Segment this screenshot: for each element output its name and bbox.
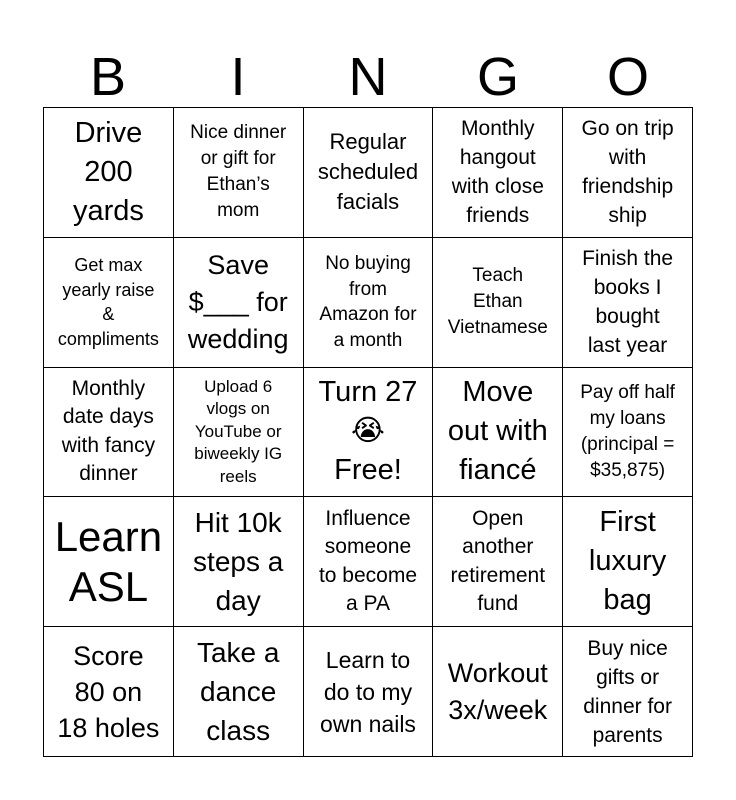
cell-text: Regular scheduled facials	[317, 129, 419, 215]
cell-text: Score 80 on 18 holes	[57, 640, 160, 743]
bingo-cell[interactable]	[44, 497, 174, 627]
bingo-cell[interactable]	[433, 368, 563, 498]
cell-text: Open another retirement fund	[450, 506, 546, 616]
cell-text: First luxury bag	[588, 506, 667, 617]
bingo-cell[interactable]	[433, 238, 563, 368]
bingo-cell[interactable]	[433, 497, 563, 627]
cell-text: Monthly hangout with close friends	[451, 117, 544, 228]
cell-text: No buying from Amazon for a month	[319, 253, 417, 351]
bingo-grid	[43, 107, 693, 757]
bingo-cell[interactable]	[433, 627, 563, 757]
bingo-cell[interactable]	[433, 108, 563, 238]
bingo-cell[interactable]	[44, 238, 174, 368]
bingo-cell[interactable]	[304, 108, 434, 238]
bingo-cell[interactable]	[174, 238, 304, 368]
cell-text: Turn 27 😭 Free!	[318, 376, 418, 487]
header-letter-o: O	[606, 47, 649, 107]
header-letter-b: B	[89, 47, 127, 107]
cell-text: Get max yearly raise & compliments	[57, 255, 159, 349]
cell-text: Learn ASL	[54, 512, 163, 610]
cell-text: Move out with fiancé	[447, 376, 548, 487]
cell-text: Go on trip with friendship ship	[581, 117, 674, 228]
cell-text: Monthly date days with fancy dinner	[61, 376, 156, 486]
cell-text: Influence someone to become a PA	[318, 506, 418, 616]
bingo-cell[interactable]	[44, 368, 174, 498]
bingo-cell[interactable]	[563, 238, 693, 368]
bingo-cell[interactable]	[304, 368, 434, 498]
cell-text: Buy nice gifts or dinner for parents	[583, 636, 672, 747]
cell-text: Save $___ for wedding	[187, 249, 289, 354]
bingo-header	[43, 48, 693, 106]
header-letter-n: N	[348, 47, 388, 107]
bingo-cell[interactable]	[563, 497, 693, 627]
bingo-cell[interactable]	[304, 238, 434, 368]
header-letter-i: I	[230, 47, 246, 107]
cell-text: Nice dinner or gift for Ethan’s mom	[190, 122, 287, 222]
cell-text: Take a dance class	[196, 637, 280, 747]
bingo-cell[interactable]	[174, 497, 304, 627]
cell-text: Workout 3x/week	[447, 657, 548, 725]
bingo-cell[interactable]	[44, 627, 174, 757]
bingo-cell[interactable]	[44, 108, 174, 238]
bingo-cell[interactable]	[563, 368, 693, 498]
bingo-cell[interactable]	[174, 108, 304, 238]
bingo-cell[interactable]	[304, 627, 434, 757]
cell-text: Upload 6 vlogs on YouTube or biweekly IG reels	[194, 376, 283, 486]
cell-text: Drive 200 yards	[72, 116, 144, 227]
bingo-cell[interactable]	[563, 108, 693, 238]
cell-text: Hit 10k steps a day	[193, 507, 284, 617]
bingo-cell[interactable]	[174, 627, 304, 757]
cell-text: Finish the books I bought last year	[582, 247, 674, 358]
bingo-cell[interactable]	[174, 368, 304, 498]
cell-text: Pay off half my loans (principal = $35,875)	[580, 381, 675, 481]
bingo-cell[interactable]	[563, 627, 693, 757]
bingo-cell[interactable]	[304, 497, 434, 627]
cell-text: Teach Ethan Vietnamese	[447, 265, 548, 339]
header-letter-g: G	[476, 47, 519, 107]
cell-text: Learn to do to my own nails	[320, 646, 416, 737]
